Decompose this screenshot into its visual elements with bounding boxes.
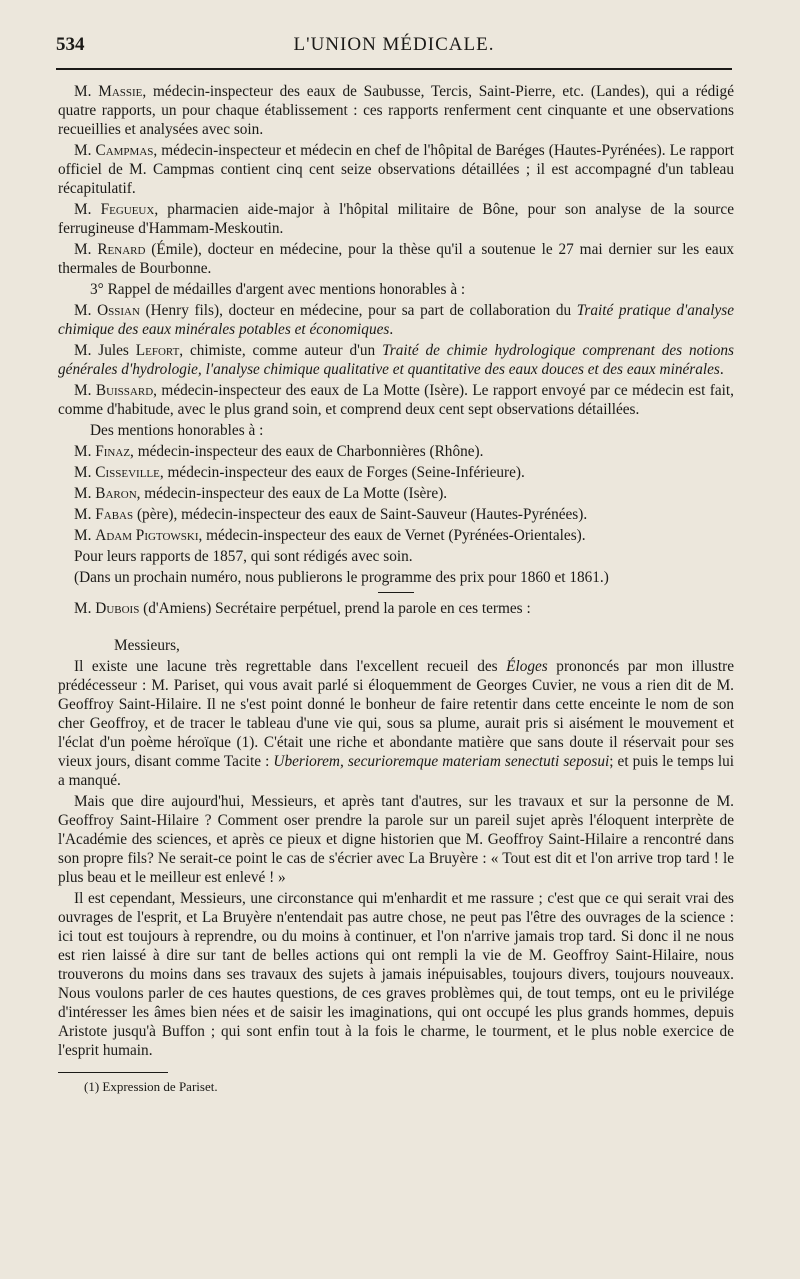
footnote: (1) Expression de Pariset. bbox=[84, 1079, 218, 1094]
entry-renard: M. Renard (Émile), docteur en médecine, pour la thèse qu'il a soutenue le 27 mai dernier sur les eaux thermales de Bourbonne. bbox=[58, 241, 735, 277]
mention-item: M. Cisseville, médecin-inspecteur des eaux de Forges (Seine-Inférieure). bbox=[74, 464, 525, 481]
name-fegueux: Fegueux bbox=[100, 201, 155, 218]
dubois-intro: M. Dubois (d'Amiens) Secrétaire perpétuel, prend la parole en ces termes : bbox=[74, 600, 531, 617]
prochain-numero: (Dans un prochain numéro, nous publierons le programme des prix pour 1860 et 1861.) bbox=[74, 569, 609, 586]
name-ossian: Ossian bbox=[97, 302, 140, 319]
paragraph-3: Il est cependant, Messieurs, une circonstance qui m'enhardit et me rassure ; c'est que ce qui serait vrai des ouvrages de l'esprit, et La Bruyère n'entendait pas autre chose, ne peut pas l'être des ouvrages de la science : ici tout est toujours à reprendre, ou du moins à continuer, et l'on n'arrive jamais trop tard. Si donc il ne nous est rien laissé à dire sur tant de belles actions qui ont rempli la vie de M. Geoffroy Saint-Hilaire, nous trouverons du moins dans ses travaux des sujets à jamais inépuisables, toujours divers, toujours nouveaux. Nous voulons parler de ces hautes questions, de ces graves problèmes qui, de tout temps, ont eu le privilége d'intéresser les âmes bien nées et de saisir les imaginations, qui ont occupé les plus grands hommes, depuis Aristote jusqu'à Buffon ; qui sont enfin tout à la fois le charme, le tourment, et le plus noble exercice de l'esprit humain. bbox=[58, 890, 734, 1059]
page-number: 534 bbox=[56, 34, 85, 55]
name-renard: Renard bbox=[97, 241, 146, 258]
name-buissard: Buissard bbox=[95, 382, 154, 399]
paragraph-1: Il existe une lacune très regrettable dans l'excellent recueil des Éloges prononcés par mon illustre prédécesseur : M. Pariset, qui vous avait parlé si éloquemment de Georges Cuvier, ne vous a rien dit de M. Geoffroy Saint-Hilaire. Il ne s'est point donné le bonheur de faire retentir dans cette enceinte le nom de son cher Geoffroy, et de tracer le tableau d'une vie qui, sous sa plume, aurait pris si aisément le mouvement et l'éclat d'un poème héroïque (1). C'était une riche et abondante matière que sans doute il réservait pour ses vieux jours, disant comme Tacite : Uberiorem, securioremque materiam senectuti seposui; et puis le temps lui a manqué. bbox=[58, 658, 735, 789]
name-massie: Massie bbox=[98, 83, 143, 100]
entry-massie: M. Massie, médecin-inspecteur des eaux de Saubusse, Tercis, Saint-Pierre, etc. (Landes), qui a rédigé quatre rapports, un pour chaque établissement : ces rapports renferment cent cinquante et une observations recueillies et analysées avec soin. bbox=[58, 83, 734, 138]
eloges-title: Éloges bbox=[506, 658, 548, 675]
mention-item: M. Baron, médecin-inspecteur des eaux de La Motte (Isère). bbox=[74, 485, 448, 502]
entry-lefort: M. Jules Lefort, chimiste, comme auteur d'un Traité de chimie hydrologique comprenant des notions générales d'hydrologie, l'analyse chimique qualitative et quantitative des eaux douces et des eaux minérales. bbox=[58, 342, 735, 378]
name-campmas: Campmas bbox=[95, 142, 154, 159]
latin-quote: Uberiorem, securioremque materiam senectuti seposui bbox=[273, 753, 610, 770]
paragraph-2: Mais que dire aujourd'hui, Messieurs, et après tant d'autres, sur les travaux et sur la personne de M. Geoffroy Saint-Hilaire ? Comment oser prendre la parole sur un pareil sujet après l'éloquent interprète de l'Académie des sciences, et après ce pieux et digne historien que M. Geoffroy Saint-Hilaire a rencontré dans son propre fils? Ne serait-ce point le cas de s'écrier avec La Bruyère : « Tout est dit et l'on arrive trop tard ! le plus beau et le meilleur est enlevé ! » bbox=[58, 793, 734, 886]
journal-title: L'UNION MÉDICALE. bbox=[293, 34, 495, 55]
rappel-heading: 3° Rappel de médailles d'argent avec mentions honorables à : bbox=[90, 281, 466, 298]
mention-item: M. Finaz, médecin-inspecteur des eaux de Charbonnières (Rhône). bbox=[74, 443, 484, 460]
mention-item: M. Fabas (père), médecin-inspecteur des eaux de Saint-Sauveur (Hautes-Pyrénées). bbox=[74, 506, 588, 523]
pour-rapports: Pour leurs rapports de 1857, qui sont rédigés avec soin. bbox=[74, 548, 413, 565]
name-dubois: Dubois bbox=[95, 600, 140, 617]
section-separator bbox=[378, 592, 414, 593]
mentions-heading: Des mentions honorables à : bbox=[90, 422, 264, 439]
entry-ossian: M. Ossian (Henry fils), docteur en médecine, pour sa part de collaboration du Traité pratique d'analyse chimique des eaux minérales potables et économiques. bbox=[58, 302, 735, 338]
footnote-rule bbox=[58, 1072, 168, 1073]
entry-fegueux: M. Fegueux, pharmacien aide-major à l'hôpital militaire de Bône, pour son analyse de la source ferrugineuse d'Hammam-Meskoutin. bbox=[58, 201, 734, 237]
work-ossian: Traité pratique d'analyse chimique des eaux minérales potables et économiques bbox=[58, 302, 735, 338]
name-lefort: Lefort bbox=[135, 342, 180, 359]
running-header bbox=[56, 34, 732, 60]
entry-campmas: M. Campmas, médecin-inspecteur et médecin en chef de l'hôpital de Baréges (Hautes-Pyrénées). Le rapport officiel de M. Campmas contient cinq cent seize observations détaillées ; il est accompagné d'un tableau récapitulatif. bbox=[58, 142, 734, 197]
header-rule bbox=[56, 68, 732, 70]
entry-buissard: M. Buissard, médecin-inspecteur des eaux de La Motte (Isère). Le rapport envoyé par ce médecin est fait, comme d'habitude, avec le plus grand soin, et comprend deux cent sept observations détaillées. bbox=[58, 382, 734, 418]
mention-item: M. Adam Pigtowski, médecin-inspecteur des eaux de Vernet (Pyrénées-Orientales). bbox=[74, 527, 586, 544]
work-lefort: Traité de chimie hydrologique comprenant des notions générales d'hydrologie, l'analyse chimique qualitative et quantitative des eaux douces et des eaux minérales bbox=[58, 342, 735, 378]
salutation: Messieurs, bbox=[114, 637, 180, 654]
body-text bbox=[58, 82, 734, 1096]
